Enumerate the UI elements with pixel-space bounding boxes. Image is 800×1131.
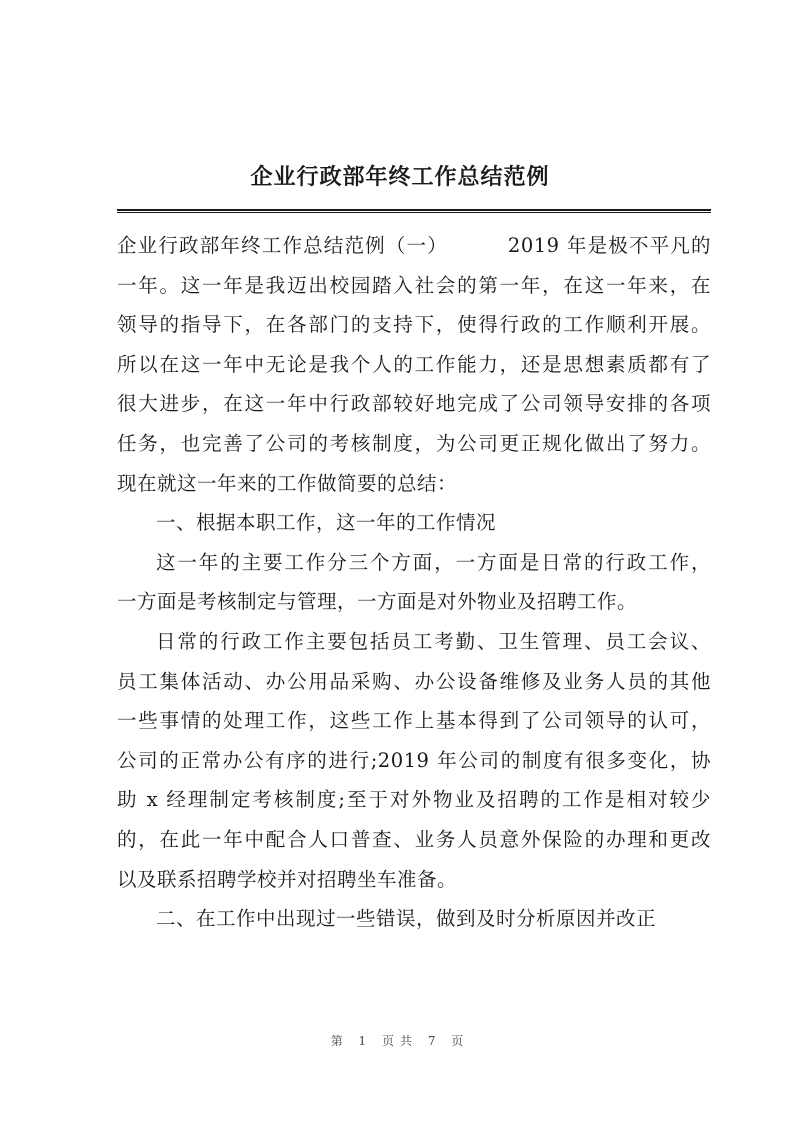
paragraph-text: 2019 年是极不平凡的 (507, 234, 711, 257)
section-heading: 二、在工作中出现过一些错误，做到及时分析原因并改正 (156, 907, 657, 931)
paragraph-line: 日常的行政工作主要包括员工考勤、卫生管理、员工会议、 (156, 629, 711, 653)
paragraph-line (117, 226, 711, 266)
document-body (117, 226, 711, 939)
paragraph-line: 员工集体活动、办公用品采购、办公设备维修及业务人员的其他 (117, 669, 711, 693)
paragraph-line: 一方面是考核制定与管理，一方面是对外物业及招聘工作。 (117, 590, 638, 614)
paragraph-line: 现在就这一年来的工作做简要的总结： (117, 471, 458, 495)
document-title: 企业行政部年终工作总结范例 (250, 165, 550, 190)
paragraph-line: 助 x 经理制定考核制度;至于对外物业及招聘的工作是相对较少 (117, 788, 711, 812)
page-number: 第 1 页共 7 页 (330, 1034, 470, 1048)
paragraph-line: 所以在这一年中无论是我个人的工作能力，还是思想素质都有了 (117, 352, 711, 376)
paragraph-line: 这一年的主要工作分三个方面，一方面是日常的行政工作， (156, 550, 711, 574)
section-heading: 一、根据本职工作，这一年的工作情况 (156, 511, 497, 535)
section-heading-inline: 企业行政部年终工作总结范例（一） (117, 234, 448, 257)
paragraph-line: 公司的正常办公有序的进行;2019 年公司的制度有很多变化，协 (117, 748, 711, 772)
paragraph-line: 任务，也完善了公司的考核制度，为公司更正规化做出了努力。 (117, 431, 711, 455)
paragraph-line: 一年。这一年是我迈出校园踏入社会的第一年，在这一年来，在 (117, 273, 711, 297)
paragraph-line: 领导的指导下，在各部门的支持下，使得行政的工作顺利开展。 (117, 313, 711, 337)
title-divider (117, 209, 711, 213)
paragraph-line: 的，在此一年中配合人口普查、业务人员意外保险的办理和更改 (117, 827, 711, 851)
paragraph-line: 一些事情的处理工作，这些工作上基本得到了公司领导的认可， (117, 709, 711, 733)
paragraph-line: 以及联系招聘学校并对招聘坐车准备。 (117, 867, 458, 891)
paragraph-line: 很大进步，在这一年中行政部较好地完成了公司领导安排的各项 (117, 392, 711, 416)
